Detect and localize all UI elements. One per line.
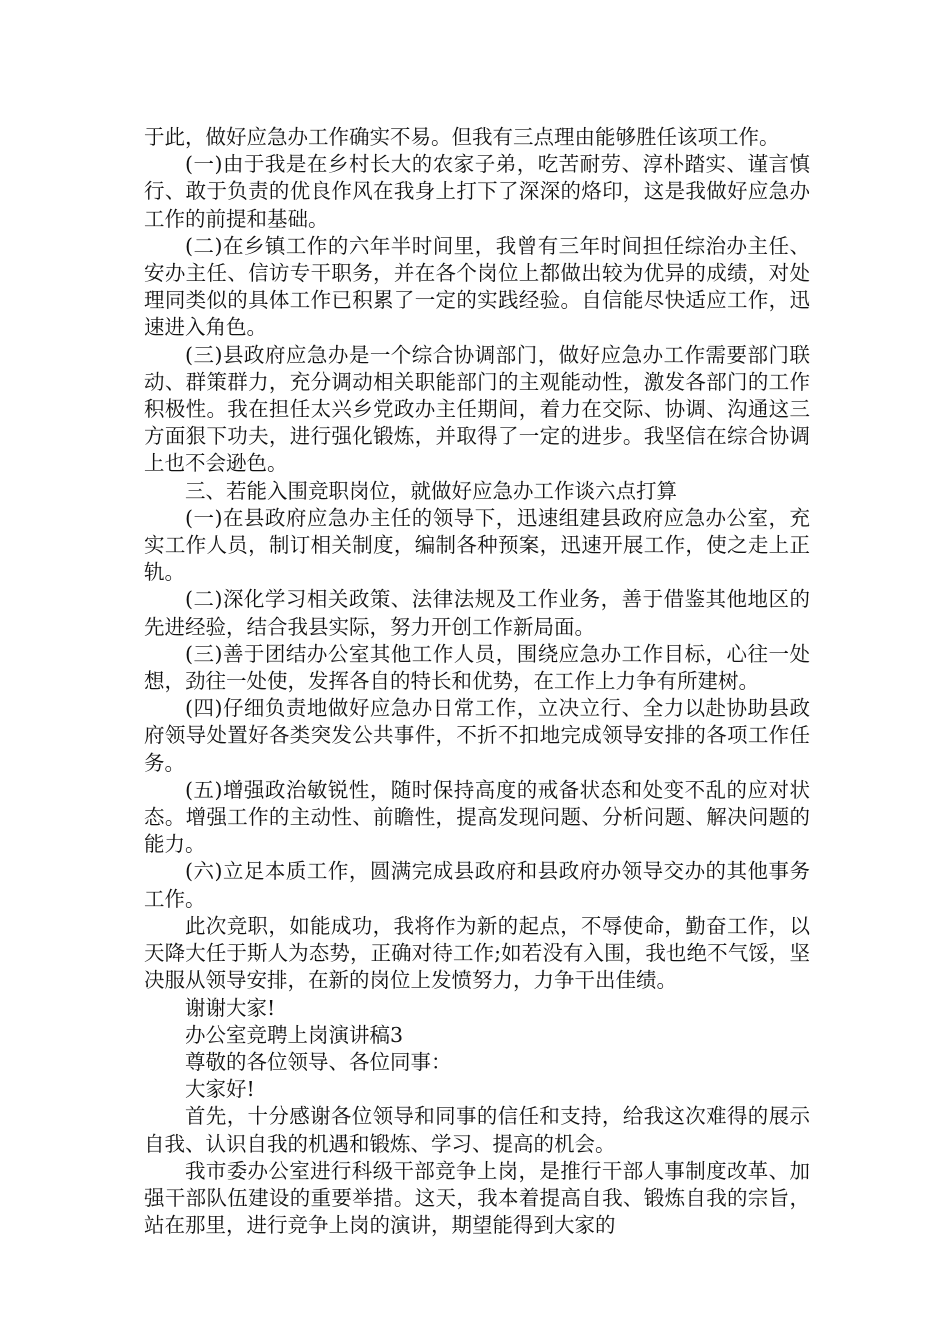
paragraph-plan-1: (一)在县政府应急办主任的领导下，迅速组建县政府应急办公室，充实工作人员，制订相关制度，编制各种预案，迅速开展工作，使之走上正轨。 <box>144 505 810 585</box>
paragraph-plan-5: (五)增强政治敏锐性，随时保持高度的戒备状态和处变不乱的应对状态。增强工作的主动性、前瞻性，提高发现问题、分析问题、解决问题的能力。 <box>144 777 810 857</box>
paragraph-reason-1: (一)由于我是在乡村长大的农家子弟，吃苦耐劳、淳朴踏实、谨言慎行、敢于负责的优良作风在我身上打下了深深的烙印，这是我做好应急办工作的前提和基础。 <box>144 152 810 231</box>
paragraph-background: 我市委办公室进行科级干部竞争上岗，是推行干部人事制度改革、加强干部队伍建设的重要举措。这天，我本着提高自我、锻炼自我的宗旨，站在那里，进行竞争上岗的演讲，期望能得到大家的 <box>144 1158 810 1238</box>
greeting: 大家好! <box>185 1077 255 1102</box>
paragraph-thanks: 谢谢大家! <box>185 995 276 1020</box>
paragraph-plan-2: (二)深化学习相关政策、法律法规及工作业务，善于借鉴其他地区的先进经验，结合我县实际，努力开创工作新局面。 <box>144 587 810 639</box>
paragraph-plan-6: (六)立足本质工作，圆满完成县政府和县政府办领导交办的其他事务工作。 <box>144 859 810 911</box>
paragraph-continuation: 于此，做好应急办工作确实不易。但我有三点理由能够胜任该项工作。 <box>144 125 780 149</box>
paragraph-reason-2: (二)在乡镇工作的六年半时间里，我曾有三年时间担任综治办主任、安办主任、信访专干职务，并在各个岗位上都做出较为优异的成绩，对处理同类似的具体工作已积累了一定的实践经验。自信能尽快适应工作，迅速进入角色。 <box>144 233 810 340</box>
speech-title: 办公室竞聘上岗演讲稿3 <box>185 1022 404 1047</box>
paragraph-reason-3: (三)县政府应急办是一个综合协调部门，做好应急办工作需要部门联动、群策群力，充分调动相关职能部门的主观能动性，激发各部门的工作积极性。我在担任太兴乡党政办主任期间，着力在交际、协调、沟通这三方面狠下功夫，进行强化锻炼，并取得了一定的进步。我坚信在综合协调上也不会逊色。 <box>144 342 810 476</box>
document-body <box>144 124 810 1239</box>
paragraph-conclusion: 此次竞职，如能成功，我将作为新的起点，不辱使命，勤奋工作，以天降大任于斯人为态势，正确对待工作;如若没有入围，我也绝不气馁，坚决服从领导安排，在新的岗位上发愤努力，力争干出佳绩。 <box>144 913 810 993</box>
paragraph-opening: 首先，十分感谢各位领导和同事的信任和支持，给我这次难得的展示自我、认识自我的机遇和锻炼、学习、提高的机会。 <box>144 1104 810 1156</box>
salutation: 尊敬的各位领导、各位同事： <box>185 1049 452 1074</box>
paragraph-plan-4: (四)仔细负责地做好应急办日常工作，立决立行、全力以赴协助县政府领导处置好各类突发公共事件，不折不扣地完成领导安排的各项工作任务。 <box>144 696 810 775</box>
section-heading-plans: 三、若能入围竞职岗位，就做好应急办工作谈六点打算 <box>185 478 677 503</box>
paragraph-plan-3: (三)善于团结办公室其他工作人员，围绕应急办工作目标，心往一处想，劲往一处使，发挥各自的特长和优势，在工作上力争有所建树。 <box>144 641 810 694</box>
